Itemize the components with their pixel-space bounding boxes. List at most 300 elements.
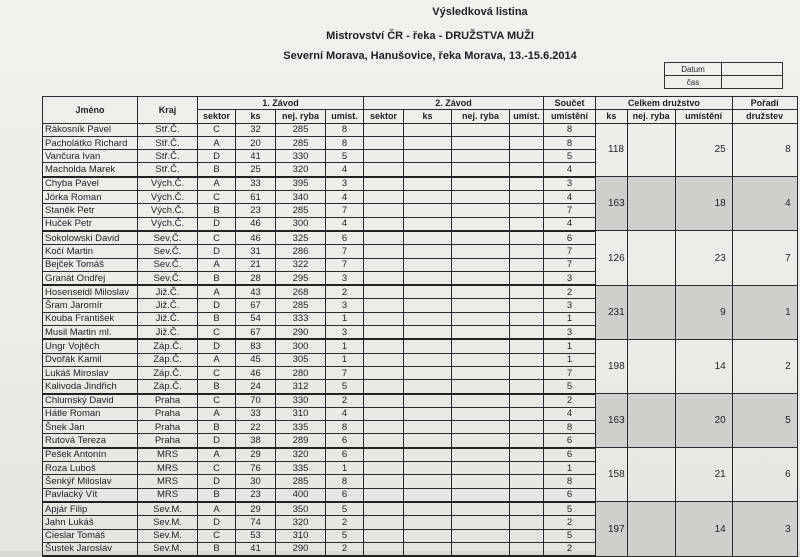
competitor-kraj: Již.Č. xyxy=(138,285,198,299)
umisteni-1: 3 xyxy=(326,326,364,340)
sektor-1: C xyxy=(198,326,236,340)
umisteni-2 xyxy=(510,150,544,163)
ks-1: 54 xyxy=(236,312,276,325)
umisteni-1: 8 xyxy=(326,475,364,488)
umisteni-1: 7 xyxy=(326,366,364,379)
team-total-ks: 118 xyxy=(596,123,628,177)
competitor-kraj: Sev.M. xyxy=(138,542,198,556)
umisteni-1: 5 xyxy=(326,380,364,394)
umisteni-2 xyxy=(510,394,544,408)
umisteni-1: 4 xyxy=(326,191,364,204)
sektor-2 xyxy=(364,380,404,394)
umisteni-1: 3 xyxy=(326,299,364,312)
umisteni-2 xyxy=(510,421,544,434)
soucet-umisteni: 1 xyxy=(544,353,596,366)
ks-1: 46 xyxy=(236,231,276,245)
team-total-ks: 231 xyxy=(596,285,628,339)
umisteni-2 xyxy=(510,475,544,488)
umisteni-1: 5 xyxy=(326,150,364,163)
nej-ryba-2 xyxy=(452,407,510,420)
nej-ryba-2 xyxy=(452,163,510,177)
ks-1: 23 xyxy=(236,204,276,217)
ks-1: 53 xyxy=(236,529,276,542)
nej-ryba-1: 289 xyxy=(276,434,326,448)
team-total-umisteni: 23 xyxy=(675,231,732,285)
competitor-name: Jörka Roman xyxy=(43,191,138,204)
sektor-1: A xyxy=(198,285,236,299)
col-zavod1: 1. Závod xyxy=(198,97,364,110)
col-umist-1: umíst. xyxy=(326,110,364,123)
soucet-umisteni: 4 xyxy=(544,191,596,204)
competitor-kraj: MRS xyxy=(138,448,198,462)
team-poradi: 1 xyxy=(732,285,797,339)
nej-ryba-1: 335 xyxy=(276,462,326,475)
competitor-kraj: Sev.M. xyxy=(138,529,198,542)
soucet-umisteni: 2 xyxy=(544,285,596,299)
umisteni-2 xyxy=(510,285,544,299)
soucet-umisteni: 3 xyxy=(544,299,596,312)
umisteni-1: 6 xyxy=(326,488,364,502)
umisteni-2 xyxy=(510,123,544,136)
ks-2 xyxy=(404,353,452,366)
competitor-name: Chyba Pavel xyxy=(43,177,138,191)
competitor-kraj: Záp.Č. xyxy=(138,339,198,353)
sektor-1: A xyxy=(198,177,236,191)
team-total-umisteni: 14 xyxy=(675,502,732,556)
soucet-umisteni: 7 xyxy=(544,245,596,258)
nej-ryba-1: 305 xyxy=(276,353,326,366)
soucet-umisteni: 6 xyxy=(544,488,596,502)
col-celkem-umisteni: umístění xyxy=(675,110,732,123)
nej-ryba-2 xyxy=(452,353,510,366)
nej-ryba-2 xyxy=(452,366,510,379)
umisteni-1: 1 xyxy=(326,462,364,475)
nej-ryba-2 xyxy=(452,191,510,204)
datum-label: Datum xyxy=(665,63,722,76)
competitor-name: Dvořák Kamil xyxy=(43,353,138,366)
ks-2 xyxy=(404,231,452,245)
nej-ryba-2 xyxy=(452,271,510,285)
sektor-2 xyxy=(364,542,404,556)
umisteni-2 xyxy=(510,502,544,516)
nej-ryba-1: 333 xyxy=(276,312,326,325)
nej-ryba-2 xyxy=(452,462,510,475)
umisteni-2 xyxy=(510,231,544,245)
sektor-2 xyxy=(364,326,404,340)
nej-ryba-2 xyxy=(452,394,510,408)
nej-ryba-1: 322 xyxy=(276,258,326,271)
competitor-kraj: Sev.M. xyxy=(138,516,198,529)
umisteni-2 xyxy=(510,462,544,475)
umisteni-1: 8 xyxy=(326,421,364,434)
nej-ryba-1: 285 xyxy=(276,475,326,488)
soucet-umisteni: 7 xyxy=(544,258,596,271)
team-total-nej-ryba xyxy=(627,339,675,393)
umisteni-2 xyxy=(510,245,544,258)
nej-ryba-2 xyxy=(452,299,510,312)
table-row xyxy=(43,448,798,462)
sektor-1: D xyxy=(198,299,236,312)
competitor-name: Kalivoda Jindřich xyxy=(43,380,138,394)
competitor-kraj: Záp.Č. xyxy=(138,380,198,394)
soucet-umisteni: 8 xyxy=(544,136,596,149)
sektor-1: A xyxy=(198,407,236,420)
umisteni-1: 1 xyxy=(326,339,364,353)
team-total-nej-ryba xyxy=(627,123,675,177)
col-celkem-ks: ks xyxy=(596,110,628,123)
ks-1: 67 xyxy=(236,299,276,312)
results-table xyxy=(42,96,798,557)
ks-1: 61 xyxy=(236,191,276,204)
team-total-ks: 126 xyxy=(596,231,628,285)
soucet-umisteni: 1 xyxy=(544,312,596,325)
team-total-nej-ryba xyxy=(627,285,675,339)
sektor-1: D xyxy=(198,217,236,231)
sektor-2 xyxy=(364,434,404,448)
umisteni-2 xyxy=(510,258,544,271)
ks-2 xyxy=(404,529,452,542)
sektor-1: C xyxy=(198,123,236,136)
umisteni-2 xyxy=(510,434,544,448)
competitor-kraj: Sev.Č. xyxy=(138,231,198,245)
team-poradi: 3 xyxy=(732,502,797,556)
competitor-name: Hosenseidl Miloslav xyxy=(43,285,138,299)
nej-ryba-2 xyxy=(452,177,510,191)
sektor-2 xyxy=(364,258,404,271)
ks-1: 41 xyxy=(236,542,276,556)
nej-ryba-2 xyxy=(452,150,510,163)
ks-1: 24 xyxy=(236,380,276,394)
team-poradi: 7 xyxy=(732,231,797,285)
umisteni-1: 6 xyxy=(326,434,364,448)
sektor-1: A xyxy=(198,258,236,271)
competitor-name: Šustek Jaroslav xyxy=(43,542,138,556)
sektor-1: C xyxy=(198,191,236,204)
ks-1: 21 xyxy=(236,258,276,271)
umisteni-1: 5 xyxy=(326,502,364,516)
ks-2 xyxy=(404,448,452,462)
competition-name: Mistrovství ČR - řeka - DRUŽSTVA MUŽI xyxy=(326,30,534,42)
umisteni-1: 7 xyxy=(326,258,364,271)
ks-1: 30 xyxy=(236,475,276,488)
competitor-kraj: Praha xyxy=(138,434,198,448)
umisteni-2 xyxy=(510,312,544,325)
team-total-nej-ryba xyxy=(627,394,675,448)
sektor-1: B xyxy=(198,204,236,217)
umisteni-1: 2 xyxy=(326,394,364,408)
col-soucet-umisteni: umístění xyxy=(544,110,596,123)
nej-ryba-1: 330 xyxy=(276,150,326,163)
nej-ryba-2 xyxy=(452,285,510,299)
competitor-name: Kočí Martin xyxy=(43,245,138,258)
competitor-kraj: Sev.Č. xyxy=(138,271,198,285)
umisteni-2 xyxy=(510,191,544,204)
ks-1: 28 xyxy=(236,271,276,285)
umisteni-2 xyxy=(510,204,544,217)
competitor-name: Šnek Jan xyxy=(43,421,138,434)
ks-1: 38 xyxy=(236,434,276,448)
competitor-kraj: Vých.Č. xyxy=(138,204,198,217)
ks-1: 46 xyxy=(236,217,276,231)
venue-date: Severní Morava, Hanušovice, řeka Morava, 13.-15.6.2014 xyxy=(283,50,577,62)
sektor-2 xyxy=(364,177,404,191)
competitor-name: Bejček Tomáš xyxy=(43,258,138,271)
nej-ryba-2 xyxy=(452,421,510,434)
col-poradi: Pořadí xyxy=(732,97,797,110)
competitor-kraj: Stř.Č. xyxy=(138,163,198,177)
team-total-umisteni: 9 xyxy=(675,285,732,339)
sektor-1: C xyxy=(198,462,236,475)
team-total-ks: 163 xyxy=(596,394,628,448)
umisteni-2 xyxy=(510,516,544,529)
soucet-umisteni: 3 xyxy=(544,177,596,191)
nej-ryba-1: 350 xyxy=(276,502,326,516)
sektor-1: C xyxy=(198,366,236,379)
ks-2 xyxy=(404,366,452,379)
competitor-kraj: Vých.Č. xyxy=(138,177,198,191)
ks-2 xyxy=(404,258,452,271)
sektor-1: B xyxy=(198,488,236,502)
soucet-umisteni: 8 xyxy=(544,421,596,434)
col-jmeno: Jméno xyxy=(43,97,138,124)
nej-ryba-1: 268 xyxy=(276,285,326,299)
col-sektor-2: sektor xyxy=(364,110,404,123)
sektor-1: A xyxy=(198,448,236,462)
ks-2 xyxy=(404,191,452,204)
competitor-kraj: Již.Č. xyxy=(138,299,198,312)
team-total-ks: 197 xyxy=(596,502,628,556)
ks-2 xyxy=(404,204,452,217)
nej-ryba-2 xyxy=(452,529,510,542)
nej-ryba-1: 285 xyxy=(276,299,326,312)
ks-2 xyxy=(404,163,452,177)
ks-1: 76 xyxy=(236,462,276,475)
competitor-name: Ungr Vojtěch xyxy=(43,339,138,353)
competitor-name: Pešek Antonín xyxy=(43,448,138,462)
nej-ryba-2 xyxy=(452,502,510,516)
umisteni-1: 6 xyxy=(326,231,364,245)
sektor-2 xyxy=(364,285,404,299)
umisteni-2 xyxy=(510,366,544,379)
table-row xyxy=(43,285,798,299)
ks-1: 83 xyxy=(236,339,276,353)
ks-1: 33 xyxy=(236,177,276,191)
sektor-2 xyxy=(364,448,404,462)
umisteni-1: 1 xyxy=(326,312,364,325)
ks-2 xyxy=(404,502,452,516)
ks-2 xyxy=(404,516,452,529)
competitor-name: Sokolowski David xyxy=(43,231,138,245)
umisteni-2 xyxy=(510,407,544,420)
ks-1: 41 xyxy=(236,150,276,163)
sektor-1: D xyxy=(198,150,236,163)
nej-ryba-2 xyxy=(452,217,510,231)
ks-1: 32 xyxy=(236,123,276,136)
sektor-2 xyxy=(364,299,404,312)
ks-1: 45 xyxy=(236,353,276,366)
sektor-2 xyxy=(364,204,404,217)
umisteni-2 xyxy=(510,326,544,340)
team-total-umisteni: 18 xyxy=(675,177,732,231)
soucet-umisteni: 1 xyxy=(544,339,596,353)
ks-2 xyxy=(404,299,452,312)
sektor-2 xyxy=(364,516,404,529)
umisteni-2 xyxy=(510,271,544,285)
ks-2 xyxy=(404,434,452,448)
nej-ryba-2 xyxy=(452,231,510,245)
sektor-1: A xyxy=(198,502,236,516)
ks-2 xyxy=(404,488,452,502)
sektor-1: D xyxy=(198,475,236,488)
nej-ryba-2 xyxy=(452,339,510,353)
umisteni-2 xyxy=(510,136,544,149)
sektor-1: B xyxy=(198,163,236,177)
competitor-name: Granát Ondřej xyxy=(43,271,138,285)
sektor-1: D xyxy=(198,245,236,258)
ks-2 xyxy=(404,285,452,299)
ks-2 xyxy=(404,326,452,340)
nej-ryba-1: 290 xyxy=(276,542,326,556)
soucet-umisteni: 5 xyxy=(544,380,596,394)
table-row xyxy=(43,177,798,191)
sektor-2 xyxy=(364,245,404,258)
nej-ryba-1: 320 xyxy=(276,516,326,529)
ks-2 xyxy=(404,339,452,353)
team-poradi: 4 xyxy=(732,177,797,231)
nej-ryba-1: 295 xyxy=(276,271,326,285)
soucet-umisteni: 8 xyxy=(544,123,596,136)
sektor-2 xyxy=(364,339,404,353)
umisteni-1: 1 xyxy=(326,353,364,366)
umisteni-2 xyxy=(510,339,544,353)
soucet-umisteni: 4 xyxy=(544,163,596,177)
soucet-umisteni: 6 xyxy=(544,434,596,448)
nej-ryba-2 xyxy=(452,448,510,462)
soucet-umisteni: 5 xyxy=(544,529,596,542)
competitor-name: Šenkýř Miloslav xyxy=(43,475,138,488)
nej-ryba-2 xyxy=(452,123,510,136)
sektor-2 xyxy=(364,366,404,379)
team-poradi: 6 xyxy=(732,448,797,502)
nej-ryba-1: 280 xyxy=(276,366,326,379)
competitor-kraj: MRS xyxy=(138,488,198,502)
nej-ryba-1: 400 xyxy=(276,488,326,502)
nej-ryba-1: 395 xyxy=(276,177,326,191)
nej-ryba-2 xyxy=(452,380,510,394)
competitor-name: Chlumský David xyxy=(43,394,138,408)
umisteni-2 xyxy=(510,217,544,231)
sektor-1: B xyxy=(198,312,236,325)
umisteni-2 xyxy=(510,488,544,502)
ks-2 xyxy=(404,475,452,488)
soucet-umisteni: 2 xyxy=(544,394,596,408)
nej-ryba-2 xyxy=(452,245,510,258)
ks-2 xyxy=(404,394,452,408)
team-total-ks: 198 xyxy=(596,339,628,393)
soucet-umisteni: 4 xyxy=(544,407,596,420)
umisteni-1: 7 xyxy=(326,245,364,258)
competitor-kraj: Sev.Č. xyxy=(138,258,198,271)
team-total-ks: 158 xyxy=(596,448,628,502)
ks-1: 25 xyxy=(236,163,276,177)
soucet-umisteni: 5 xyxy=(544,502,596,516)
competitor-name: Šram Jaromír xyxy=(43,299,138,312)
sektor-2 xyxy=(364,502,404,516)
ks-2 xyxy=(404,150,452,163)
ks-1: 74 xyxy=(236,516,276,529)
team-total-umisteni: 14 xyxy=(675,339,732,393)
nej-ryba-1: 340 xyxy=(276,191,326,204)
col-celkem: Celkem družstvo xyxy=(596,97,733,110)
cas-value xyxy=(722,76,783,89)
nej-ryba-1: 300 xyxy=(276,339,326,353)
sektor-2 xyxy=(364,421,404,434)
col-druzstev: družstev xyxy=(732,110,797,123)
competitor-name: Macholda Marek xyxy=(43,163,138,177)
team-total-umisteni: 20 xyxy=(675,394,732,448)
umisteni-1: 2 xyxy=(326,516,364,529)
umisteni-1: 8 xyxy=(326,136,364,149)
competitor-name: Musil Martin ml. xyxy=(43,326,138,340)
sektor-1: D xyxy=(198,339,236,353)
competitor-name: Jahn Lukáš xyxy=(43,516,138,529)
ks-1: 33 xyxy=(236,407,276,420)
ks-1: 46 xyxy=(236,366,276,379)
nej-ryba-2 xyxy=(452,258,510,271)
competitor-kraj: Praha xyxy=(138,421,198,434)
col-kraj: Kraj xyxy=(138,97,198,124)
sektor-1: A xyxy=(198,353,236,366)
nej-ryba-1: 300 xyxy=(276,217,326,231)
sektor-1: C xyxy=(198,529,236,542)
nej-ryba-2 xyxy=(452,516,510,529)
competitor-name: Roza Luboš xyxy=(43,462,138,475)
ks-2 xyxy=(404,421,452,434)
table-row xyxy=(43,502,798,516)
team-total-nej-ryba xyxy=(627,177,675,231)
umisteni-1: 2 xyxy=(326,285,364,299)
competitor-kraj: Sev.M. xyxy=(138,502,198,516)
soucet-umisteni: 6 xyxy=(544,448,596,462)
soucet-umisteni: 2 xyxy=(544,516,596,529)
team-total-ks: 163 xyxy=(596,177,628,231)
nej-ryba-2 xyxy=(452,475,510,488)
nej-ryba-1: 290 xyxy=(276,326,326,340)
nej-ryba-2 xyxy=(452,434,510,448)
soucet-umisteni: 5 xyxy=(544,150,596,163)
ks-1: 43 xyxy=(236,285,276,299)
soucet-umisteni: 3 xyxy=(544,326,596,340)
umisteni-1: 6 xyxy=(326,448,364,462)
umisteni-2 xyxy=(510,542,544,556)
col-ks-2: ks xyxy=(404,110,452,123)
competitor-name: Rákosník Pavel xyxy=(43,123,138,136)
competitor-name: Cieslar Tomáš xyxy=(43,529,138,542)
umisteni-2 xyxy=(510,163,544,177)
ks-2 xyxy=(404,542,452,556)
sektor-2 xyxy=(364,394,404,408)
nej-ryba-2 xyxy=(452,542,510,556)
soucet-umisteni: 7 xyxy=(544,204,596,217)
sektor-1: B xyxy=(198,421,236,434)
umisteni-1: 8 xyxy=(326,123,364,136)
ks-2 xyxy=(404,177,452,191)
nej-ryba-1: 286 xyxy=(276,245,326,258)
competitor-name: Staněk Petr xyxy=(43,204,138,217)
competitor-name: Hátle Roman xyxy=(43,407,138,420)
competitor-kraj: Stř.Č. xyxy=(138,136,198,149)
team-total-umisteni: 25 xyxy=(675,123,732,177)
